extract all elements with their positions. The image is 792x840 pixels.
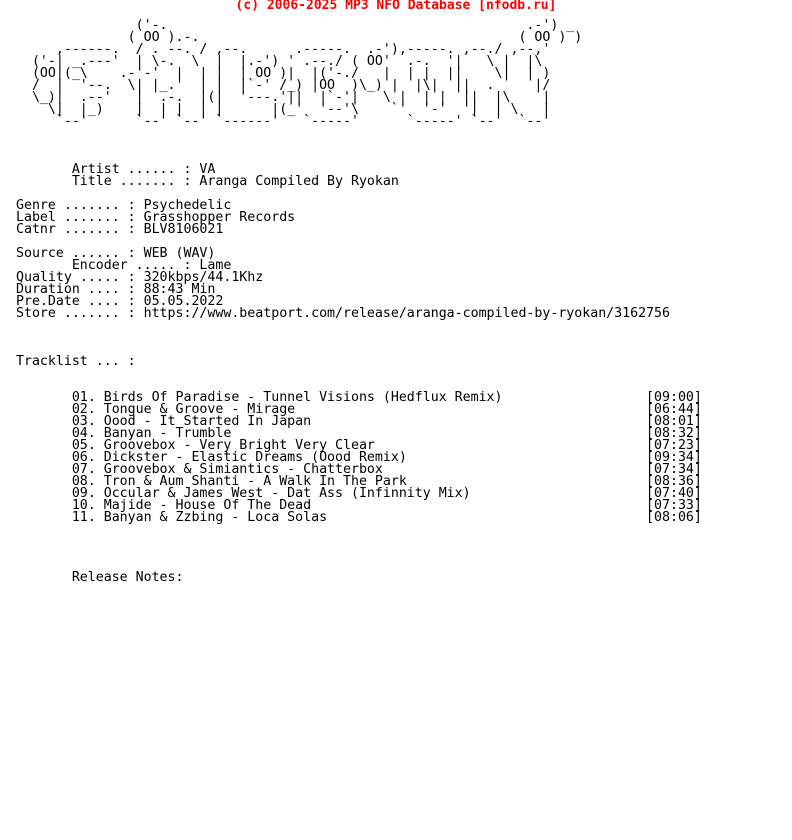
site-header-copyright: (c) 2006-2025 MP3 NFO Database [nfodb.ru] bbox=[235, 0, 557, 13]
nfo-text-body: ('-. .-') _ ( OO ).-. ( OO ) ) ,------. / . --. / ,--. .-----. .-'),-----. ,--./ ,--,' ('-| _.---' | \-. \ | |.-') ' .--./ ( OO' .-. '| \ | |\ (OO|(_\ .-'-' | | | | OO )| |('-./ | | | || \| | ) / | '--. \| |_.' | | |`-' /_) |OO )\_) | |\| || . |/ \_)| .--' | .-. |(| '---.'|| |`-'| \ | | | || |\ | \| |_) | | | | | |(_' '--'\ `' '-' '| | \ | `--' `--' `--' `------' `-----' `-----' `--' `--' Artist ...... : VA Title ....... : Aranga Compiled By Ryokan Genre ....... : Psychedelic Label ....... : Grasshopper Records Catnr ....... : BLV8106021 Source ...... : WEB (WAV) Encoder ..... : Lame Quality ..... : 320kbps/44.1Khz Duration .... : 88:43 Min Pre.Date .... : 05.05.2022 Store ....... : https://www.beatport.com/release/aranga-compiled-by-ryokan/3162756 Tracklist ... : 01. Birds Of Paradise - Tunnel Visions (Hedflux Remix) [09:00] 02. Tongue & Groove - Mirage [06:44] 03. Oood - It Started In Japan [08:01] 04. Banyan - Trumble [08:32] 05. Groovebox - Very Bright Very Clear [07:23] 06. Dickster - Elastic Dreams (Oood Remix) [09:34] 07. Groovebox & Simiantics - Chatterbox [07:34] 08. Tron & Aum Shanti - A Walk In The Park [08:36] 09. Occular & James West - Dat Ass (Infinnity Mix) [07:40] 10. Majide - House Of The Dead [07:33] 11. Banyan & Zzbing - Loca Solas [08:06] Release Notes: bbox=[16, 18, 702, 585]
